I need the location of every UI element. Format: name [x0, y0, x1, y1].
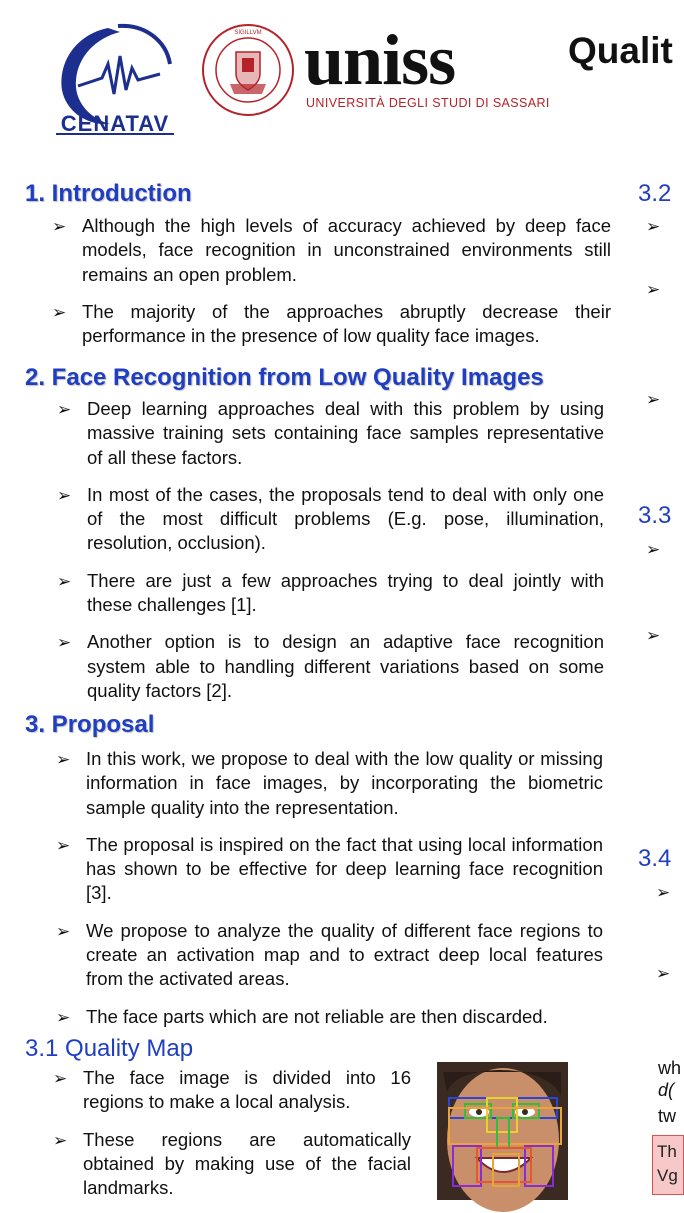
arrow-bullet-icon: ➢	[53, 1130, 68, 1150]
right-text-fragment: tw	[658, 1106, 676, 1126]
arrow-bullet-icon: ➢	[646, 390, 661, 409]
right-text-fragment: wh	[658, 1058, 682, 1078]
right-section-heading-3-2: 3.2	[638, 180, 672, 207]
proposal-bullet-list	[52, 747, 603, 1042]
intro-bullet-list	[48, 214, 611, 361]
arrow-bullet-icon: ➢	[56, 750, 71, 769]
arrow-bullet-icon: ➢	[56, 921, 71, 941]
list-item: ➢ The proposal is inspired on the fact that using local information has shown to be effective for deep learning face recognition [3].	[56, 833, 603, 904]
arrow-bullet-icon: ➢	[57, 400, 72, 419]
arrow-bullet-icon: ➢	[646, 540, 661, 559]
note-text-fragment: Th	[657, 1142, 677, 1161]
list-item: ➢ In most of the cases, the proposals tend to deal with only one of the most difficult problems (E.g. pose, illumination, resolution, occlusion).	[57, 483, 604, 554]
arrow-bullet-icon: ➢	[656, 883, 671, 902]
list-item: ➢ The face image is divided into 16 regions to make a local analysis.	[53, 1067, 411, 1113]
uniss-subtitle: UNIVERSITÀ DEGLI STUDI DI SASSARI	[306, 96, 550, 110]
svg-text:SIGILLVM: SIGILLVM	[234, 30, 262, 36]
low-quality-bullet-list	[53, 397, 604, 716]
note-text-fragment: Vg	[657, 1166, 678, 1185]
arrow-bullet-icon: ➢	[646, 280, 661, 299]
university-seal-icon	[200, 22, 296, 118]
arrow-bullet-icon: ➢	[56, 835, 71, 855]
arrow-bullet-icon: ➢	[656, 964, 671, 983]
arrow-bullet-icon: ➢	[646, 217, 661, 236]
arrow-bullet-icon: ➢	[57, 485, 72, 505]
list-item: ➢ There are just a few approaches trying to deal jointly with these challenges [1].	[57, 569, 604, 616]
list-item: ➢ The face parts which are not reliable are then discarded.	[52, 1005, 603, 1029]
arrow-bullet-icon: ➢	[52, 302, 67, 322]
face-regions-image	[437, 1062, 568, 1200]
section-heading-low-quality: 2. Face Recognition from Low Quality Images	[25, 364, 544, 391]
arrow-bullet-icon: ➢	[57, 571, 72, 591]
cenatav-logo-text: CENATAV	[60, 111, 170, 136]
section-heading-quality-map: 3.1 Quality Map	[25, 1035, 194, 1062]
quality-map-bullet-list	[49, 1066, 411, 1213]
list-item: ➢ The majority of the approaches abruptly decrease their performance in the presence of low quality face images.	[52, 300, 611, 347]
list-item: ➢ Deep learning approaches deal with this problem by using massive training sets containing face samples representative of all these factors.	[57, 398, 604, 468]
list-item: ➢ We propose to analyze the quality of different face regions to create an activation map and to extract deep local features from the activated areas.	[56, 919, 603, 990]
section-heading-proposal: 3. Proposal	[25, 711, 155, 738]
right-text-fragment: d(	[658, 1080, 675, 1100]
arrow-bullet-icon: ➢	[52, 217, 67, 236]
arrow-bullet-icon: ➢	[57, 633, 72, 653]
poster-title: Qualit	[568, 30, 673, 71]
arrow-bullet-icon: ➢	[56, 1007, 71, 1027]
arrow-bullet-icon: ➢	[646, 626, 661, 645]
list-item: ➢ Another option is to design an adaptive face recognition system able to handling different variations based on some quality factors [2].	[57, 631, 604, 701]
uniss-logo-wordmark: uniss	[304, 20, 456, 100]
arrow-bullet-icon: ➢	[53, 1069, 68, 1088]
section-heading-introduction: 1. Introduction	[25, 180, 192, 207]
list-item: ➢ In this work, we propose to deal with the low quality or missing information in face images, by incorporating the biometric sample quality into the representation.	[56, 748, 603, 818]
list-item: ➢ Although the high levels of accuracy achieved by deep face models, face recognition in unconstrained environments still remains an open problem.	[52, 215, 611, 285]
right-section-heading-3-4: 3.4	[638, 845, 672, 872]
right-section-heading-3-3: 3.3	[638, 502, 672, 529]
list-item: ➢ These regions are automatically obtained by making use of the facial landmarks.	[53, 1128, 411, 1199]
